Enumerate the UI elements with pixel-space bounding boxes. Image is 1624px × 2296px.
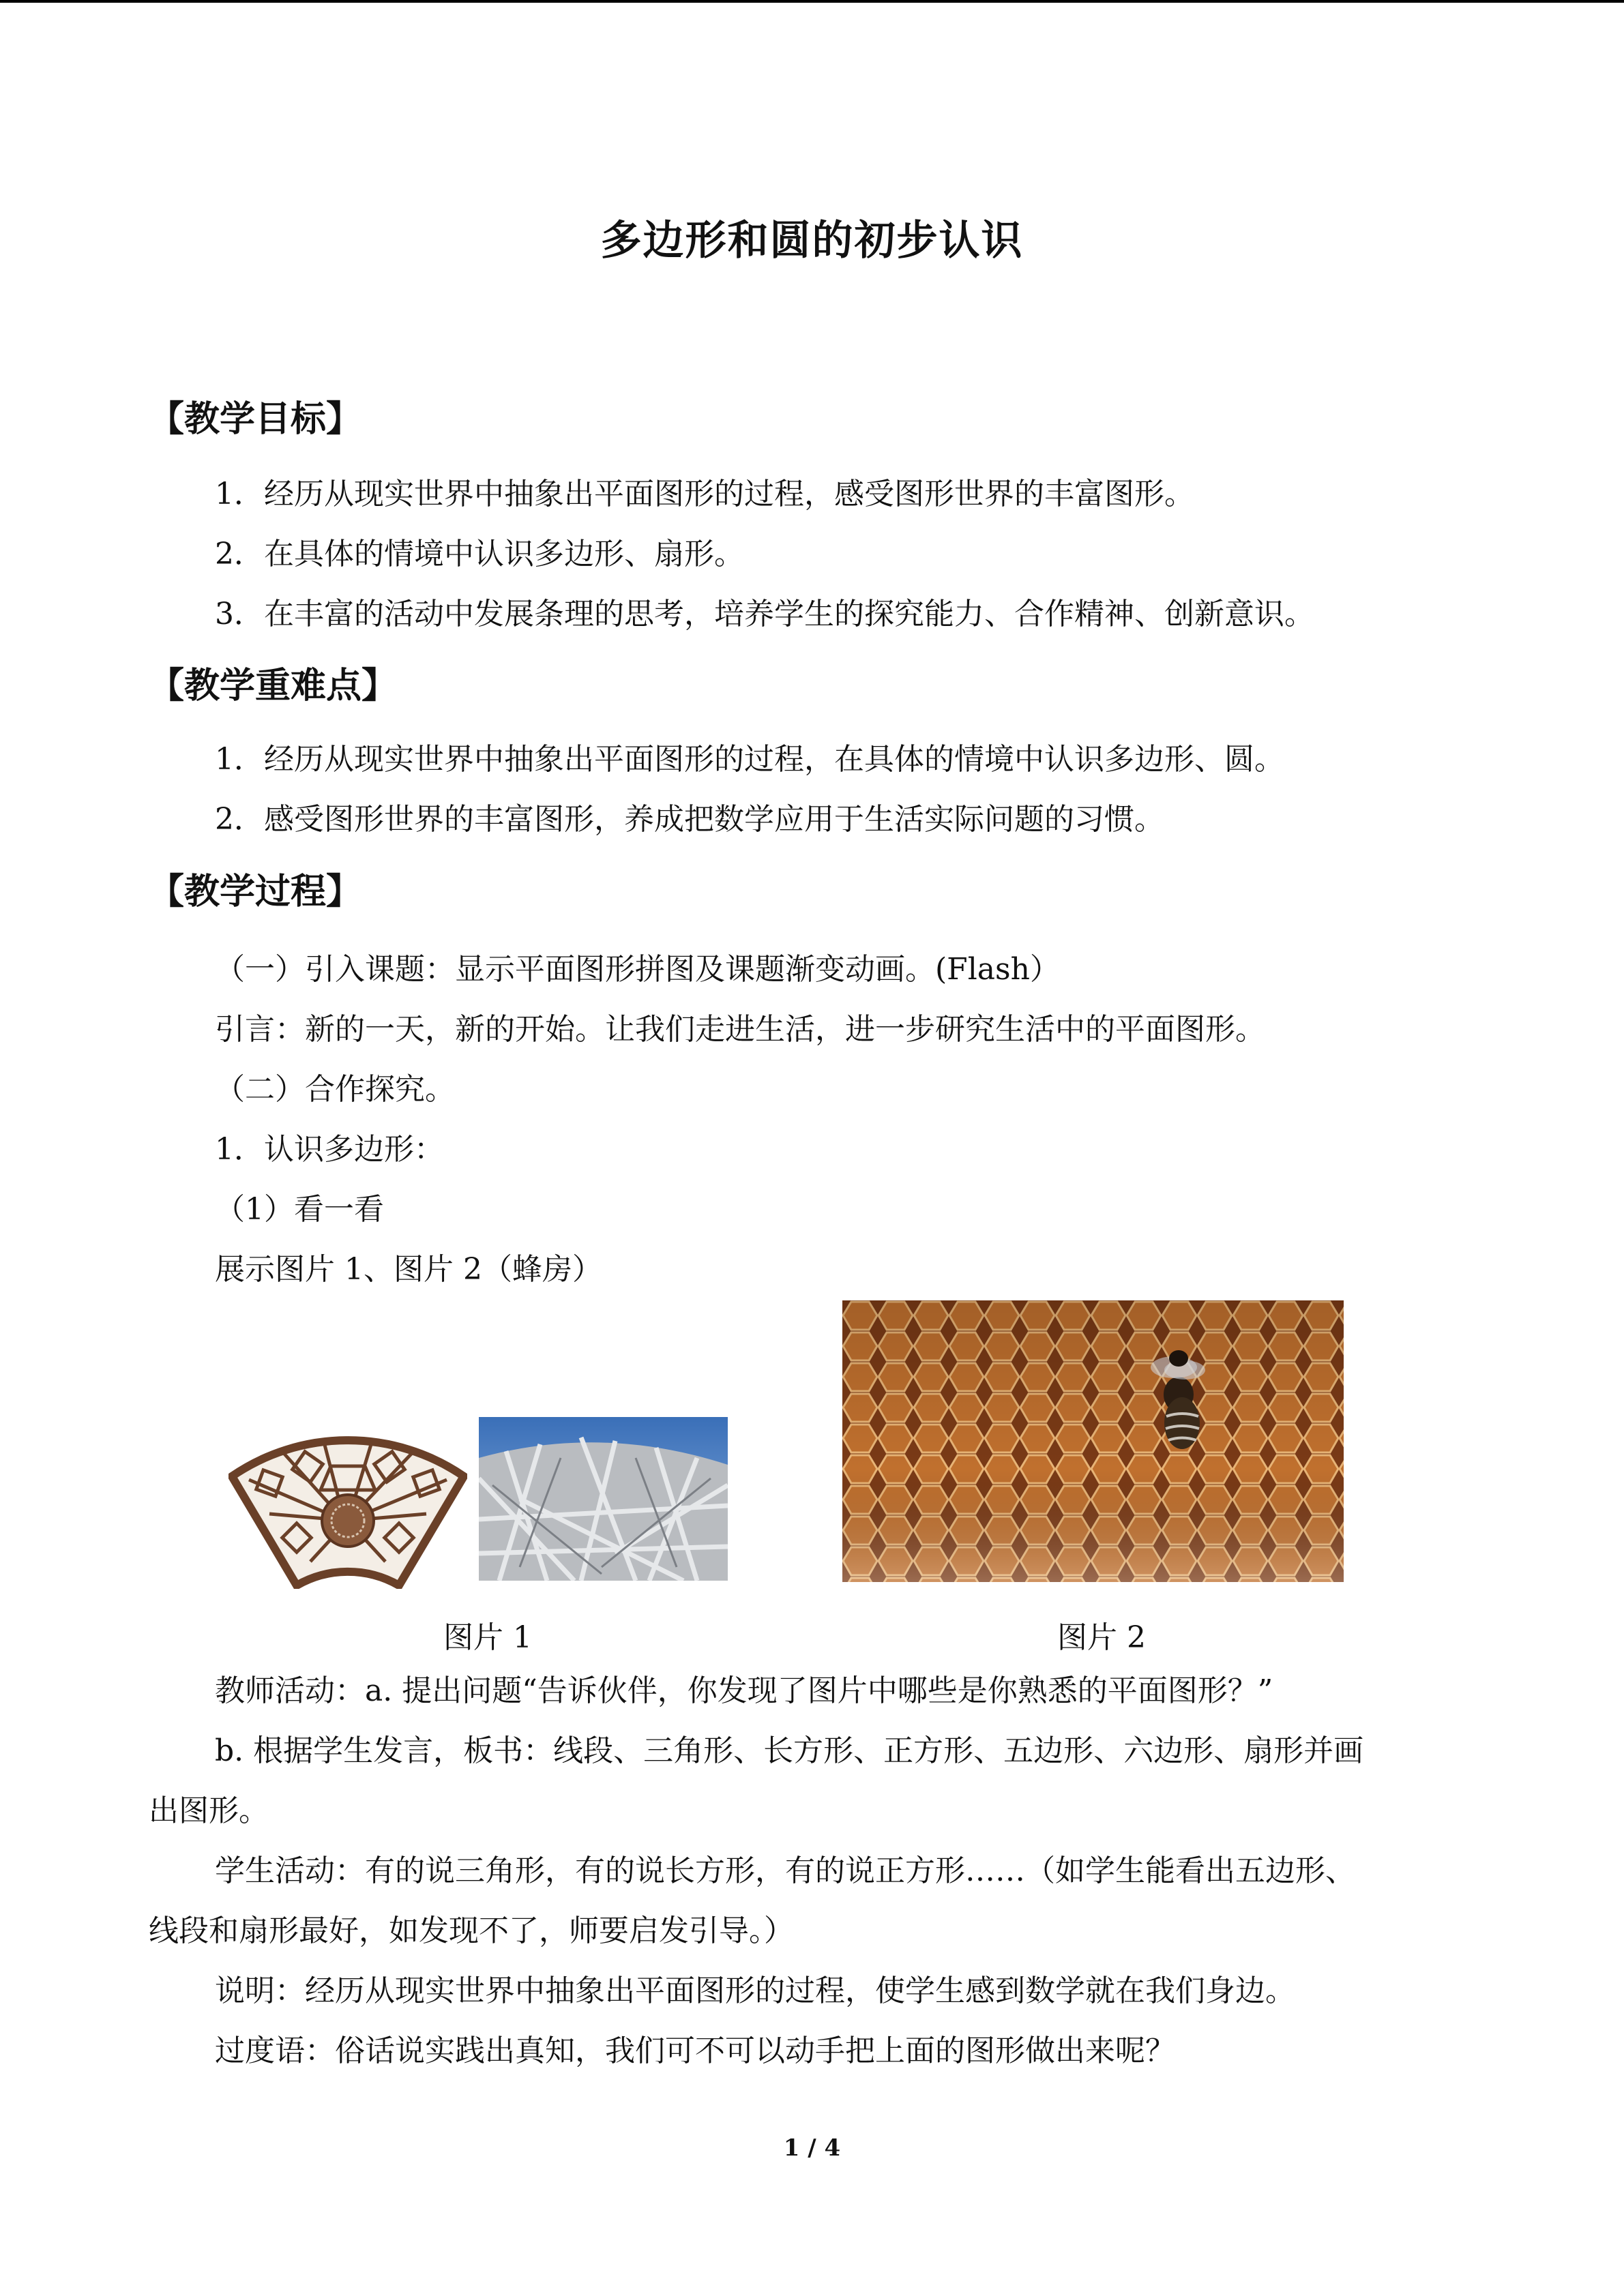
student-activity: 学生活动：有的说三角形，有的说长方形，有的说正方形……（如学生能看出五边形、 bbox=[215, 1853, 1355, 1888]
process-line-6: 展示图片 1、图片 2（蜂房） bbox=[215, 1252, 602, 1287]
key-point-2: 2．感受图形世界的丰富图形，养成把数学应用于生活实际问题的习惯。 bbox=[215, 802, 1164, 837]
student-activity-cont: 线段和扇形最好，如发现不了，师要启发引导。） bbox=[149, 1913, 794, 1948]
process-line-4: 1．认识多边形： bbox=[215, 1132, 444, 1167]
heading-objectives: 【教学目标】 bbox=[149, 398, 362, 440]
explanation: 说明：经历从现实世界中抽象出平面图形的过程，使学生感到数学就在我们身边。 bbox=[215, 1973, 1295, 2008]
page-number: 1 / 4 bbox=[783, 2134, 841, 2162]
process-line-2: 引言：新的一天，新的开始。让我们走进生活，进一步研究生活中的平面图形。 bbox=[215, 1012, 1265, 1047]
birds-nest-stadium-image bbox=[479, 1417, 728, 1581]
objective-2: 2．在具体的情境中认识多边形、扇形。 bbox=[215, 537, 744, 571]
process-line-3: （二）合作探究。 bbox=[215, 1072, 455, 1107]
fan-lattice-image bbox=[228, 1425, 467, 1589]
caption-picture-2: 图片 2 bbox=[1057, 1620, 1146, 1655]
page-title: 多边形和圆的初步认识 bbox=[600, 217, 1024, 265]
heading-key-points: 【教学重难点】 bbox=[149, 665, 398, 706]
objective-3: 3．在丰富的活动中发展条理的思考，培养学生的探究能力、合作精神、创新意识。 bbox=[215, 597, 1314, 631]
heading-process: 【教学过程】 bbox=[149, 871, 362, 912]
process-line-5: （1）看一看 bbox=[215, 1192, 384, 1227]
process-line-1: （一）引入课题：显示平面图形拼图及课题渐变动画。(Flash） bbox=[215, 952, 1060, 987]
objective-1: 1．经历从现实世界中抽象出平面图形的过程，感受图形世界的丰富图形。 bbox=[215, 477, 1194, 511]
key-point-1: 1．经历从现实世界中抽象出平面图形的过程，在具体的情境中认识多边形、圆。 bbox=[215, 742, 1284, 777]
page-top-border bbox=[0, 0, 1624, 3]
caption-picture-1: 图片 1 bbox=[443, 1620, 532, 1655]
teacher-activity-b: b. 根据学生发言，板书：线段、三角形、长方形、正方形、五边形、六边形、扇形并画 bbox=[215, 1733, 1364, 1768]
teacher-activity-b-cont: 出图形。 bbox=[149, 1793, 269, 1828]
teacher-activity-a: 教师活动：a. 提出问题“告诉伙伴，你发现了图片中哪些是你熟悉的平面图形？” bbox=[215, 1673, 1273, 1708]
honeycomb-bee-image bbox=[842, 1300, 1344, 1582]
transition: 过度语：俗话说实践出真知，我们可不可以动手把上面的图形做出来呢？ bbox=[215, 2033, 1175, 2068]
